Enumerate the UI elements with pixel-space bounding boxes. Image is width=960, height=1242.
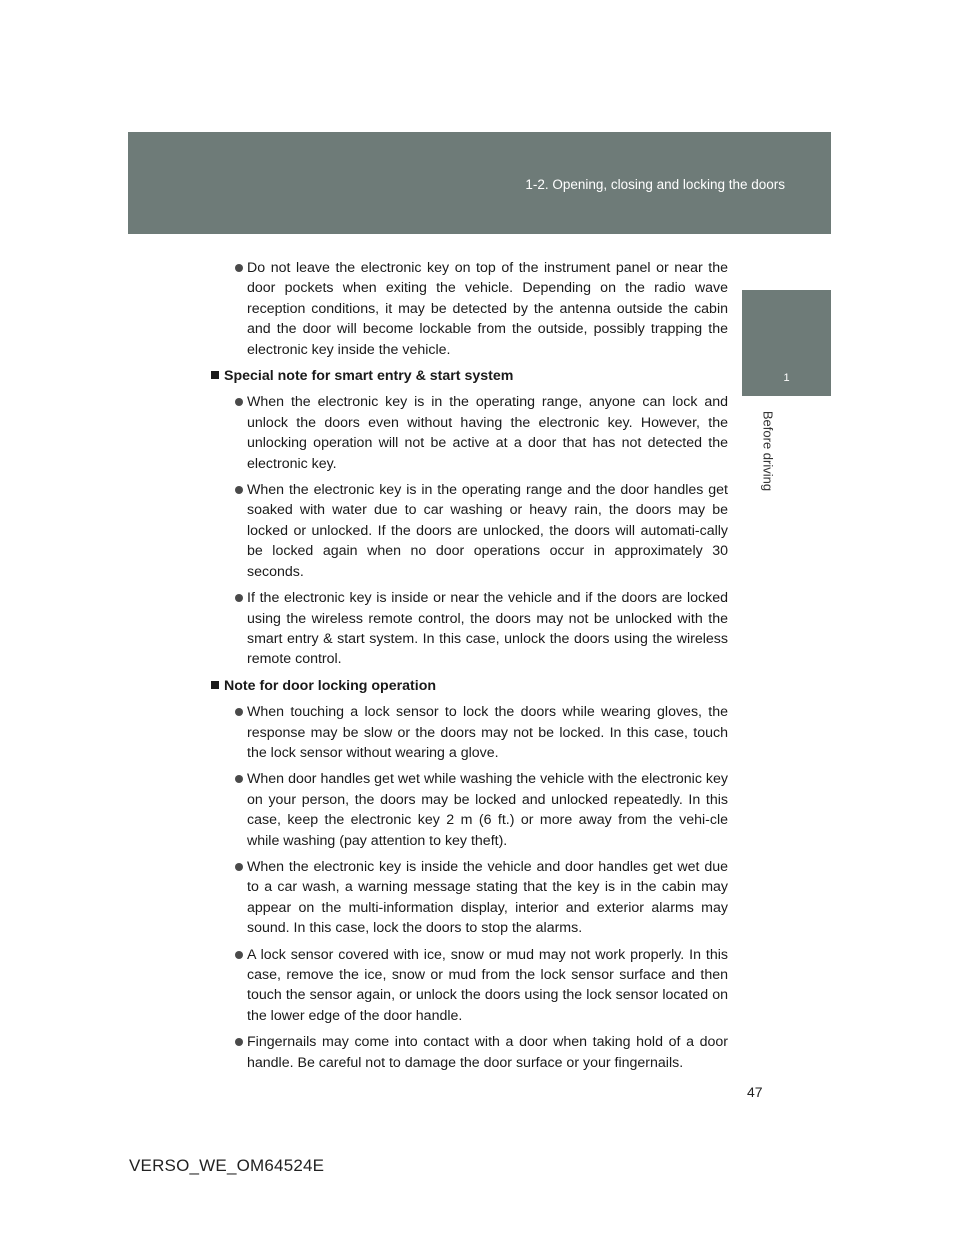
list-item [223, 702, 728, 763]
list-item [223, 258, 728, 360]
page-number: 47 [747, 1084, 763, 1100]
bullet-dot-icon [235, 486, 243, 494]
list-item [223, 857, 728, 939]
section-heading-text: Special note for smart entry & start system [224, 368, 514, 385]
list-item [223, 1032, 728, 1073]
bullet-dot-icon [235, 775, 243, 783]
chapter-side-label-area [742, 396, 831, 516]
section-heading [211, 366, 728, 386]
list-item [223, 769, 728, 851]
list-item-text: If the electronic key is inside or near the vehicle and if the doors are locked using the wireless remote control, the doors may not be unlocked with the smart entry & start system. In this case, unlock the doors using the wireless remote control. [247, 590, 728, 668]
bullet-dot-icon [235, 708, 243, 716]
bullet-dot-icon [235, 398, 243, 406]
list-item-text: Do not leave the electronic key on top of the instrument panel or near the door pockets when exiting the vehicle. Depending on the radio wave reception conditions, it may be detected by the antenna outside the cabin and the door will become lockable from the outside, possibly trapping the electronic key inside the vehicle. [247, 260, 728, 358]
bullet-dot-icon [235, 594, 243, 602]
chapter-title: 1-2. Opening, closing and locking the doors [525, 177, 785, 192]
list-item [223, 480, 728, 582]
bullet-dot-icon [235, 1038, 243, 1046]
page-content [223, 258, 728, 1079]
chapter-side-tab [742, 290, 831, 396]
bullet-dot-icon [235, 863, 243, 871]
document-code: VERSO_WE_OM64524E [129, 1156, 325, 1175]
list-item-text: Fingernails may come into contact with a door when taking hold of a door handle. Be careful not to damage the door surface or your fingernails. [247, 1034, 728, 1071]
list-item-text: When the electronic key is inside the vehicle and door handles get wet due to a car wash, a warning message stating that the key is in the cabin may appear on the multi-information display, interior and exterior alarms may sound. In this case, lock the doors to stop the alarms. [247, 858, 728, 937]
chapter-side-label: Before driving [760, 410, 776, 492]
list-item [223, 392, 728, 474]
list-item [223, 588, 728, 670]
list-item-text: When the electronic key is in the operating range, anyone can lock and unlock the doors even without having the electronic key. However, the unlocking operation will not be active at a door that has not detected the electronic key. [247, 394, 728, 472]
bullet-dot-icon [235, 951, 243, 959]
list-item-text: When touching a lock sensor to lock the doors while wearing gloves, the response may be slow or the doors may not be locked. In this case, touch the lock sensor without wearing a glove. [247, 704, 728, 761]
list-item-text: When the electronic key is in the operating range and the door handles get soaked with water due to car washing or heavy rain, the doors may be locked or unlocked. If the doors are unlocked, the doors will automati-cally be locked again when no door operations occur in approximately 30 seconds. [247, 482, 728, 580]
square-bullet-icon [211, 681, 219, 689]
bullet-dot-icon [235, 264, 243, 272]
section-heading-text: Note for door locking operation [224, 677, 437, 694]
list-item [223, 945, 728, 1027]
chapter-number: 1 [783, 372, 790, 384]
square-bullet-icon [211, 371, 219, 379]
section-heading [211, 676, 728, 696]
list-item-text: When door handles get wet while washing the vehicle with the electronic key on your person, the doors may be locked and unlocked repeatedly. In this case, keep the electronic key 2 m (6 ft.) or more away from the vehi-cle while washing (pay attention to key theft). [247, 771, 728, 849]
list-item-text: A lock sensor covered with ice, snow or mud may not work properly. In this case, remove the ice, snow or mud from the lock sensor surface and then touch the sensor again, or unlock the doors using the lock sensor located on the lower edge of the door handle. [247, 946, 728, 1024]
chapter-header-bar [128, 132, 831, 234]
